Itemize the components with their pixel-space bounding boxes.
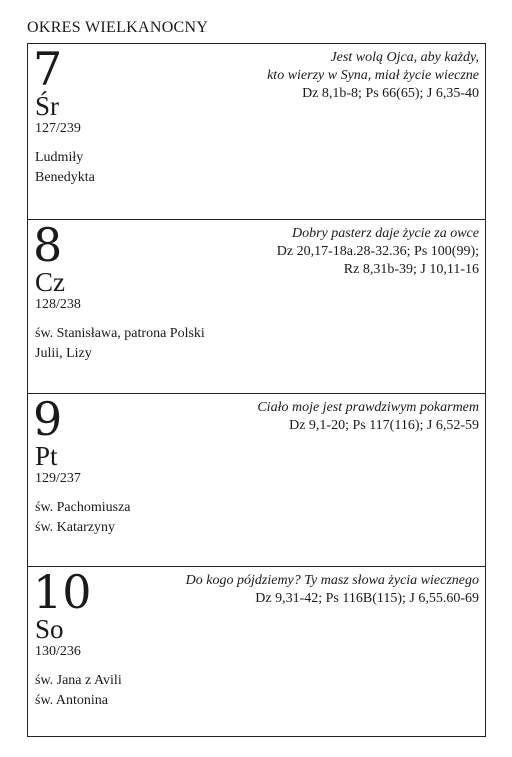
- quote-line: Do kogo pójdziemy? Ty masz słowa życia wiecznego: [185, 573, 479, 588]
- reading-refs: [186, 590, 479, 608]
- day-count: 127/239: [35, 121, 81, 136]
- reading-refs: [267, 85, 479, 103]
- day-block-10: [28, 566, 485, 736]
- name-day: św. Stanisława, patrona Polski: [35, 326, 205, 341]
- day-number: 9: [33, 392, 63, 446]
- quote-line: Jest wolą Ojca, aby każdy,: [330, 50, 479, 65]
- day-count: 129/237: [35, 471, 81, 486]
- name-day: św. Pachomiusza: [35, 500, 131, 515]
- day-block-7: [28, 44, 485, 219]
- gospel-quote: [186, 572, 479, 608]
- quote-line: kto wierzy w Syna, miał życie wieczne: [267, 68, 479, 83]
- day-block-9: [28, 393, 485, 566]
- day-count: 130/236: [35, 644, 81, 659]
- day-number: 7: [33, 42, 63, 96]
- refs-line: Rz 8,31b-39; J 10,11-16: [343, 262, 479, 277]
- name-day: Ludmiły: [35, 150, 84, 165]
- section-title: OKRES WIELKANOCNY: [27, 19, 209, 36]
- day-count: 128/238: [35, 297, 81, 312]
- calendar-table: [27, 43, 486, 737]
- weekday: Cz: [35, 267, 65, 297]
- weekday: Pt: [35, 441, 58, 471]
- refs-line: Dz 9,31-42; Ps 116B(115); J 6,55.60-69: [255, 591, 479, 606]
- day-block-8: [28, 219, 485, 393]
- name-days: [35, 324, 205, 364]
- refs-line: Dz 8,1b-8; Ps 66(65); J 6,35-40: [302, 86, 479, 101]
- name-days: [35, 148, 95, 188]
- reading-refs: [257, 417, 479, 435]
- name-days: [35, 498, 131, 538]
- name-day: Julii, Lizy: [35, 346, 92, 361]
- reading-refs: [277, 243, 479, 279]
- name-day: św. Antonina: [35, 693, 108, 708]
- quote-line: Ciało moje jest prawdziwym pokarmem: [257, 400, 479, 415]
- weekday: Śr: [35, 91, 60, 121]
- name-day: św. Katarzyny: [35, 520, 115, 535]
- name-day: Benedykta: [35, 170, 95, 185]
- day-number: 8: [33, 218, 63, 272]
- quote-line: Dobry pasterz daje życie za owce: [291, 226, 479, 241]
- name-day: św. Jana z Avili: [35, 673, 122, 688]
- gospel-quote: [267, 49, 479, 103]
- refs-line: Dz 9,1-20; Ps 117(116); J 6,52-59: [289, 418, 479, 433]
- name-days: [35, 671, 122, 711]
- gospel-quote: [277, 225, 479, 279]
- refs-line: Dz 20,17-18a.28-32.36; Ps 100(99);: [276, 244, 479, 259]
- gospel-quote: [257, 399, 479, 435]
- weekday: So: [35, 614, 64, 644]
- day-number: 10: [33, 565, 92, 619]
